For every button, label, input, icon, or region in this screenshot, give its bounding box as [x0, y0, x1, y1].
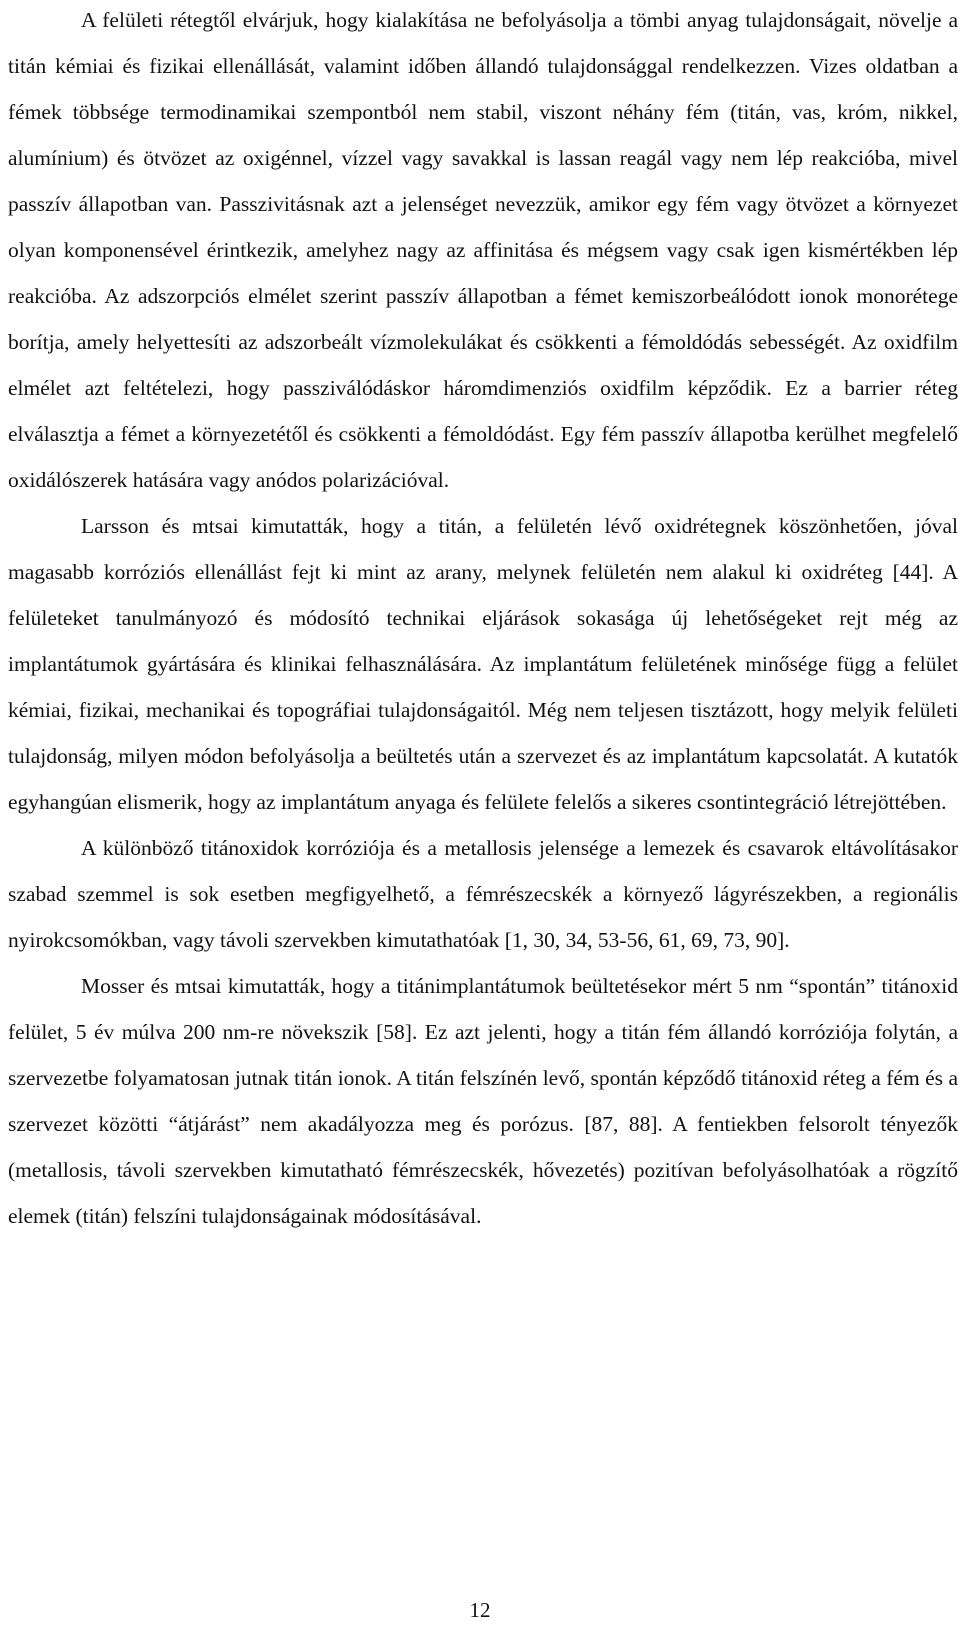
- paragraph-passivity: A felületi rétegtől elvárjuk, hogy kialakítása ne befolyásolja a tömbi anyag tulajdonságait, növelje a titán kémiai és fizikai ellenállását, valamint időben állandó tulajdonsággal rendelkezzen. Vizes oldatban a fémek többsége termodinamikai szempontból nem stabil, viszont néhány fém (titán, vas, króm, nikkel, alumínium) és ötvözet az oxigénnel, vízzel vagy savakkal is lassan reagál vagy nem lép reakcióba, mivel passzív állapotban van. Passzivitásnak azt a jelenséget nevezzük, amikor egy fém vagy ötvözet a környezet olyan komponensével érintkezik, amelyhez nagy az affinitása és mégsem vagy csak igen kismértékben lép reakcióba. Az adszorpciós elmélet szerint passzív állapotban a fémet kemiszorbeálódott ionok monorétege borítja, amely helyettesíti az adszorbeált vízmolekulákat és csökkenti a fémoldódás sebességét. Az oxidfilm elmélet azt feltételezi, hogy passziválódáskor háromdimenziós oxidfilm képződik. Ez a barrier réteg elválasztja a fémet a környezetétől és csökkenti a fémoldódást. Egy fém passzív állapotba kerülhet megfelelő oxidálószerek hatására vagy anódos polarizációval.: [8, 8, 958, 492]
- paragraph-metallosis: A különböző titánoxidok korróziója és a metallosis jelensége a lemezek és csavarok eltávolításakor szabad szemmel is sok esetben megfigyelhető, a fémrészecskék a környező lágyrészekben, a regionális nyirokcsomókban, vagy távoli szervekben kimutathatóak [1, 30, 34, 53-56, 61, 69, 73, 90].: [8, 836, 958, 952]
- page-number: 12: [469, 1598, 491, 1622]
- paragraph-mosser: Mosser és mtsai kimutatták, hogy a titánimplantátumok beültetésekor mért 5 nm “spontán” titánoxid felület, 5 év múlva 200 nm-re növekszik [58]. Ez azt jelenti, hogy a titán fém állandó korróziója folytán, a szervezetbe folyamatosan jutnak titán ionok. A titán felszínén levő, spontán képződő titánoxid réteg a fém és a szervezet közötti “átjárást” nem akadályozza meg és porózus. [87, 88]. A fentiekben felsorolt tényezők (metallosis, távoli szervekben kimutatható fémrészecskék, hővezetés) pozitívan befolyásolhatóak a rögzítő elemek (titán) felszíni tulajdonságainak módosításával.: [8, 974, 958, 1228]
- body-text: [8, 0, 958, 1239]
- paragraph-larsson: Larsson és mtsai kimutatták, hogy a titán, a felületén lévő oxidrétegnek köszönhetően, jóval magasabb korróziós ellenállást fejt ki mint az arany, melynek felületén nem alakul ki oxidréteg [44]. A felületeket tanulmányozó és módosító technikai eljárások sokasága új lehetőségeket rejt még az implantátumok gyártására és klinikai felhasználására. Az implantátum felületének minősége függ a felület kémiai, fizikai, mechanikai és topográfiai tulajdonságaitól. Még nem teljesen tisztázott, hogy melyik felületi tulajdonság, milyen módon befolyásolja a beültetés után a szervezet és az implantátum kapcsolatát. A kutatók egyhangúan elismerik, hogy az implantátum anyaga és felülete felelős a sikeres csontintegráció létrejöttében.: [8, 514, 958, 814]
